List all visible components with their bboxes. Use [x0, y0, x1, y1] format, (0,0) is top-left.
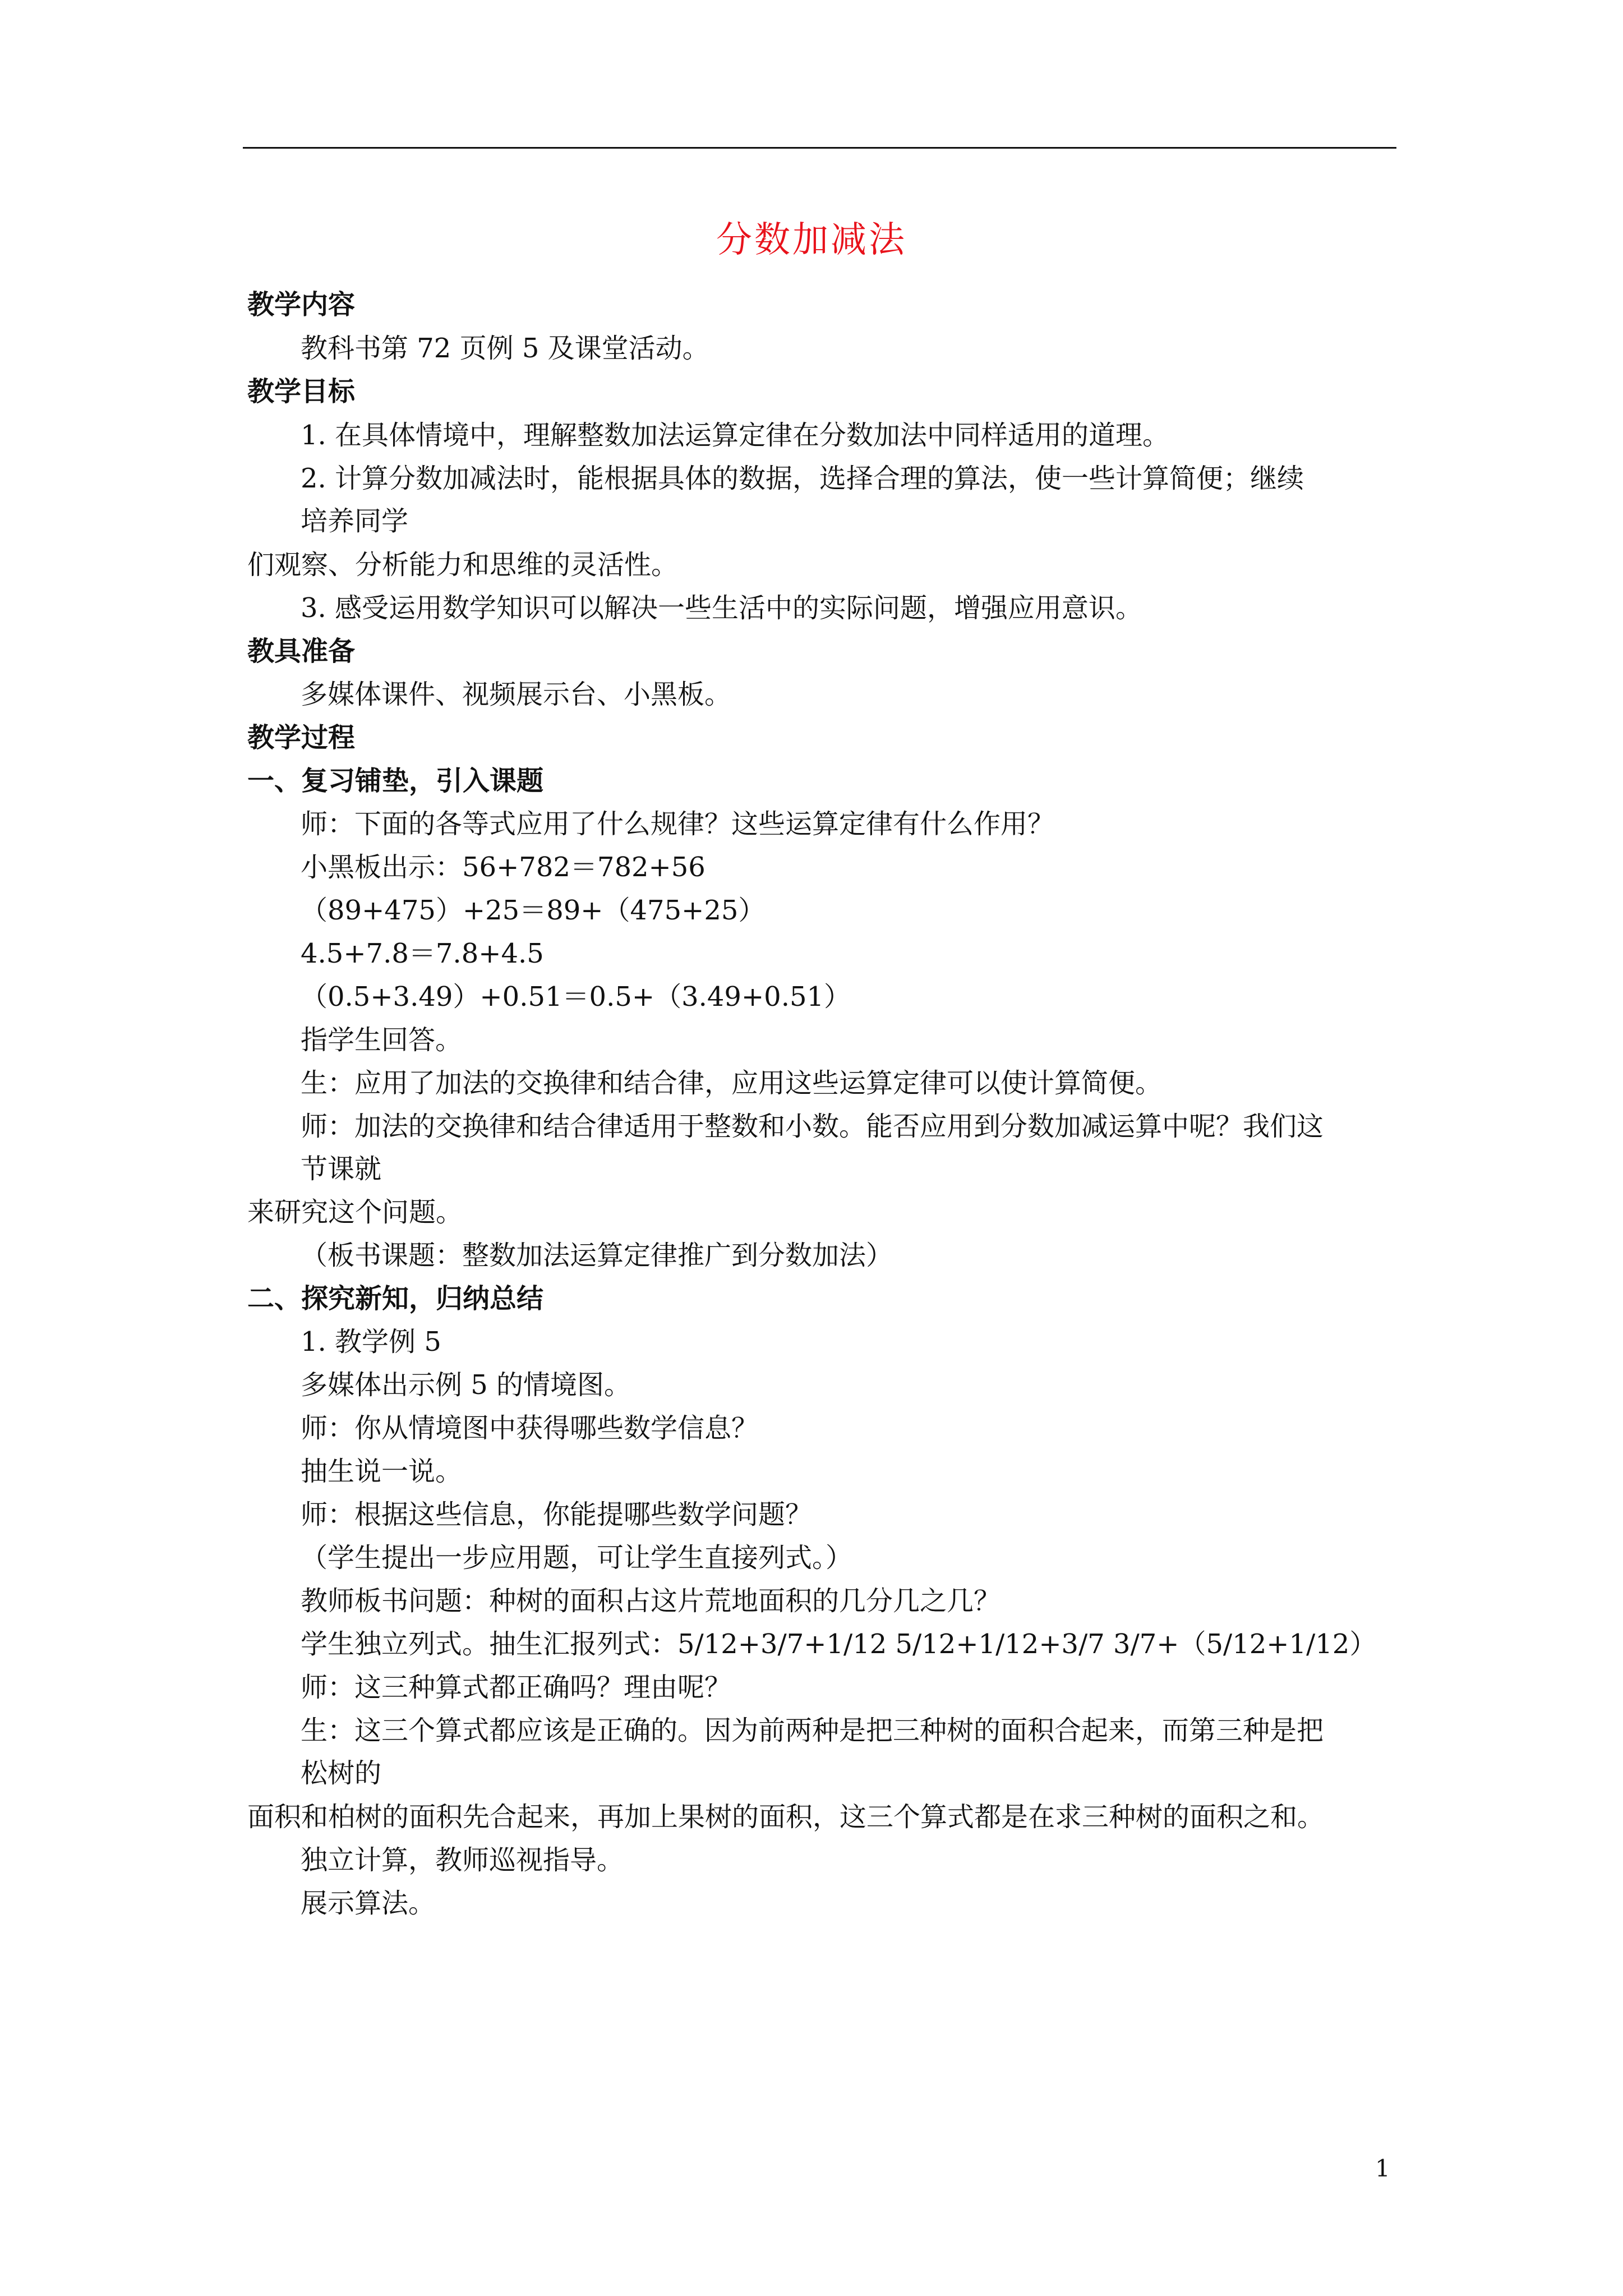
paragraph-line: （板书课题：整数加法运算定律推广到分数加法）: [301, 1240, 893, 1271]
paragraph-line: 面积和柏树的面积先合起来，再加上果树的面积，这三个算式都是在求三种树的面积之和。: [247, 1801, 1325, 1833]
section-heading: 教学内容: [247, 289, 356, 320]
paragraph-line: 培养同学: [301, 505, 409, 537]
paragraph-line: 多媒体出示例 5 的情境图。: [301, 1369, 631, 1401]
paragraph-line: 来研究这个问题。: [247, 1197, 463, 1228]
section-heading: 教学过程: [247, 722, 356, 753]
paragraph-line: 松树的: [301, 1757, 382, 1789]
section-heading: 教学目标: [247, 376, 356, 407]
paragraph-line: 生：应用了加法的交换律和结合律，应用这些运算定律可以使计算简便。: [301, 1068, 1163, 1099]
paragraph-line: 师：你从情境图中获得哪些数学信息？: [301, 1412, 759, 1444]
header-rule: [243, 147, 1396, 149]
paragraph-line: 小黑板出示：56+782＝782+56: [301, 852, 706, 883]
paragraph-line: 2. 计算分数加减法时，能根据具体的数据，选择合理的算法，使一些计算简便；继续: [301, 463, 1304, 494]
section-heading: 教具准备: [247, 636, 356, 667]
paragraph-line: （0.5+3.49）+0.51＝0.5+（3.49+0.51）: [301, 981, 851, 1013]
paragraph-line: 师：加法的交换律和结合律适用于整数和小数。能否应用到分数加减运算中呢？我们这: [301, 1111, 1324, 1142]
paragraph-line: 学生独立列式。抽生汇报列式：5/12+3/7+1/12 5/12+1/12+3/7 3/7+（5/12+1/12）: [301, 1628, 1377, 1660]
paragraph-line: 师：下面的各等式应用了什么规律？这些运算定律有什么作用？: [301, 808, 1055, 840]
section-heading: 二、探究新知，归纳总结: [247, 1283, 544, 1314]
paragraph-line: 指学生回答。: [301, 1024, 463, 1056]
paragraph-line: 3. 感受运用数学知识可以解决一些生活中的实际问题，增强应用意识。: [301, 592, 1143, 624]
paragraph-line: （学生提出一步应用题，可让学生直接列式。）: [301, 1542, 853, 1573]
paragraph-line: 1. 教学例 5: [301, 1326, 441, 1358]
paragraph-line: （89+475）+25＝89+（475+25）: [301, 895, 766, 926]
paragraph-line: 展示算法。: [301, 1888, 436, 1919]
page-number: 1: [1375, 2155, 1390, 2182]
paragraph-line: 多媒体课件、视频展示台、小黑板。: [301, 679, 732, 710]
paragraph-line: 师：这三种算式都正确吗？理由呢？: [301, 1672, 732, 1703]
paragraph-line: 们观察、分析能力和思维的灵活性。: [247, 549, 679, 581]
paragraph-line: 师：根据这些信息，你能提哪些数学问题？: [301, 1499, 813, 1530]
paragraph-line: 节课就: [301, 1153, 382, 1185]
section-heading: 一、复习铺垫，引入课题: [247, 765, 544, 797]
paragraph-line: 抽生说一说。: [301, 1456, 463, 1487]
paragraph-line: 教师板书问题：种树的面积占这片荒地面积的几分几之几？: [301, 1585, 1001, 1617]
paragraph-line: 4.5+7.8＝7.8+4.5: [301, 938, 544, 969]
paragraph-line: 1. 在具体情境中，理解整数加法运算定律在分数加法中同样适用的道理。: [301, 420, 1170, 451]
page-title: 分数加减法: [716, 219, 907, 261]
paragraph-line: 生：这三个算式都应该是正确的。因为前两种是把三种树的面积合起来，而第三种是把: [301, 1715, 1324, 1746]
paragraph-line: 教科书第 72 页例 5 及课堂活动。: [301, 333, 709, 364]
paragraph-line: 独立计算，教师巡视指导。: [301, 1844, 624, 1876]
